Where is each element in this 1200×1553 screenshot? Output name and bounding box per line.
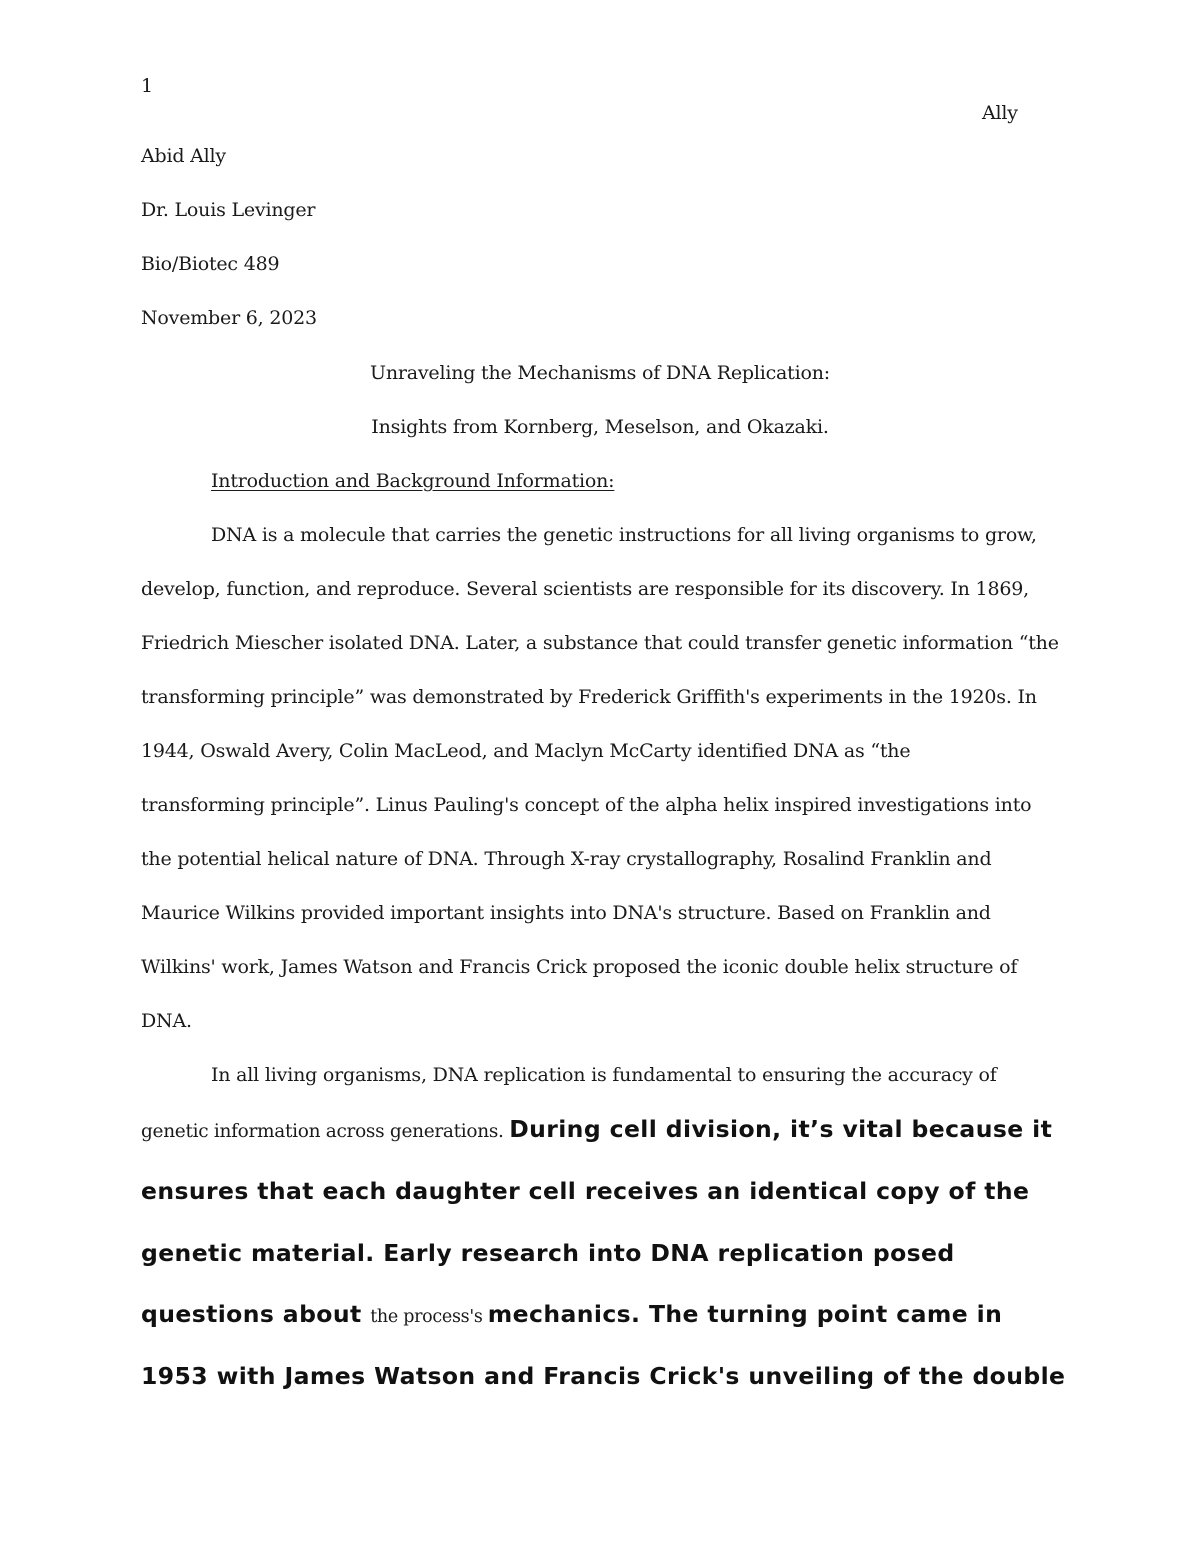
paragraph-2-line: 1953 with James Watson and Francis Crick's unveiling of the double (141, 1362, 1066, 1390)
paragraph-2-line-mixed (141, 1300, 1002, 1328)
paragraph-2-serif-run: the process's (370, 1307, 488, 1327)
course-name: Bio/Biotec 489 (141, 253, 280, 275)
paragraph-2-serif-run: genetic information across generations. (141, 1121, 510, 1142)
paragraph-1-line: DNA. (141, 1010, 192, 1032)
paragraph-1-line: develop, function, and reproduce. Several scientists are responsible for its discovery. In 1869, (141, 578, 1029, 600)
running-head: Ally (982, 102, 1018, 124)
paragraph-2-line: ensures that each daughter cell receives an identical copy of the (141, 1177, 1030, 1205)
author-name: Abid Ally (141, 145, 226, 167)
paragraph-1-line: transforming principle”. Linus Pauling's concept of the alpha helix inspired investigations into (141, 794, 1032, 816)
title-line-2: Insights from Kornberg, Meselson, and Okazaki. (371, 416, 829, 438)
page-number: 1 (141, 75, 153, 97)
paragraph-2-line-mixed (141, 1115, 1052, 1143)
paragraph-1-line: the potential helical nature of DNA. Through X-ray crystallography, Rosalind Franklin and (141, 848, 992, 870)
paragraph-1-line: Friedrich Miescher isolated DNA. Later, a substance that could transfer genetic information “the (141, 632, 1059, 654)
paragraph-1-line: 1944, Oswald Avery, Colin MacLeod, and Maclyn McCarty identified DNA as “the (141, 740, 911, 762)
paragraph-1-line: Wilkins' work, James Watson and Francis Crick proposed the iconic double helix structure of (141, 956, 1018, 978)
paragraph-1-line: DNA is a molecule that carries the genetic instructions for all living organisms to grow, (211, 524, 1037, 546)
title-line-1: Unraveling the Mechanisms of DNA Replication: (370, 362, 830, 384)
paragraph-2-sans-run: questions about (141, 1300, 371, 1328)
paragraph-1-line: Maurice Wilkins provided important insights into DNA's structure. Based on Franklin and (141, 902, 991, 924)
document-date: November 6, 2023 (141, 307, 317, 329)
paragraph-2-sans-run: mechanics. The turning point came in (487, 1300, 1003, 1328)
paragraph-2-line: genetic material. Early research into DNA replication posed (141, 1239, 955, 1267)
paragraph-1-line: transforming principle” was demonstrated by Frederick Griffith's experiments in the 1920s. In (141, 686, 1037, 708)
paragraph-2-line: In all living organisms, DNA replication is fundamental to ensuring the accuracy of (211, 1064, 997, 1086)
instructor-name: Dr. Louis Levinger (141, 199, 316, 221)
paragraph-2-sans-run: During cell division, it’s vital because it (509, 1115, 1053, 1143)
section-heading: Introduction and Background Information: (211, 470, 615, 492)
